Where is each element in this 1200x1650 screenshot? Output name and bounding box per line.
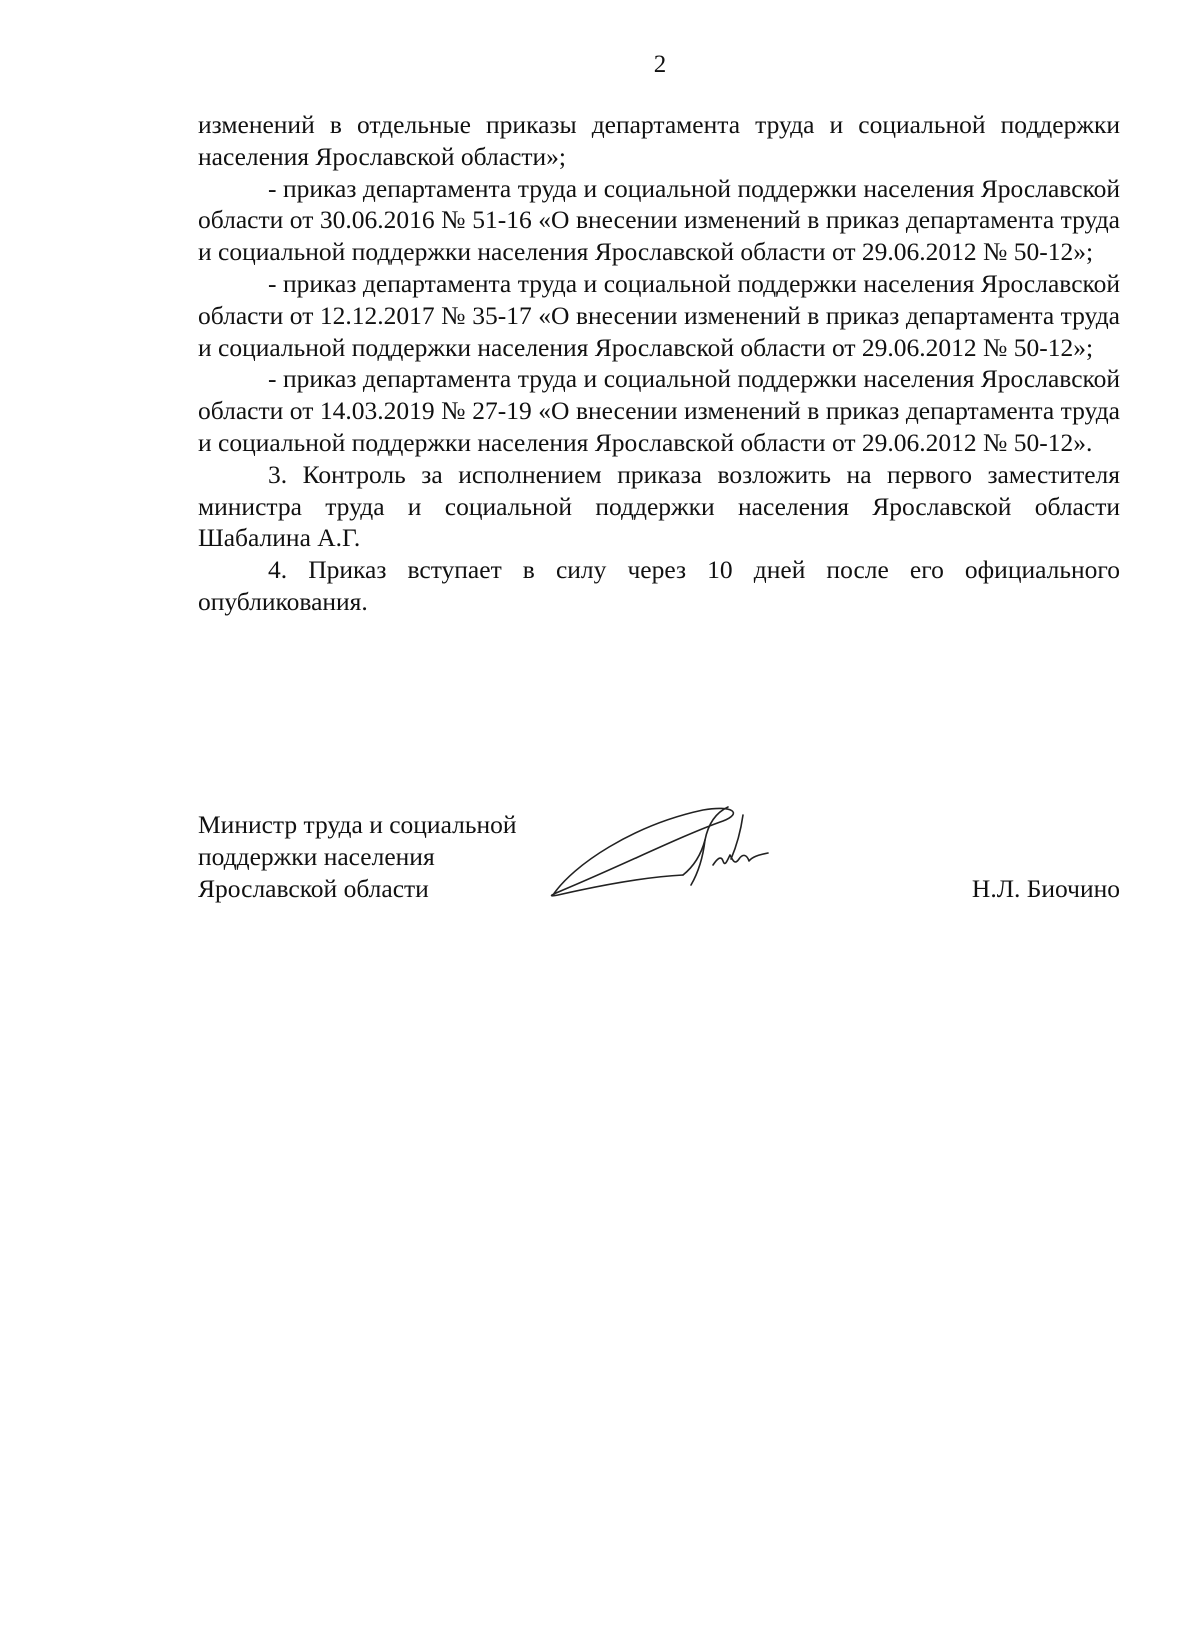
- paragraph-order-2017: - приказ департамента труда и социальной поддержки населения Ярославской области от 12.12.2017 № 35-17 «О внесении изменений в приказ департамента труда и социальной поддержки населения Ярославской области от 29.06.2012 № 50-12»;: [198, 268, 1120, 362]
- paragraph-order-2019: - приказ департамента труда и социальной поддержки населения Ярославской области от 14.03.2019 № 27-19 «О внесении изменений в приказ департамента труда и социальной поддержки населения Ярославской области от 29.06.2012 № 50-12».: [198, 364, 1120, 457]
- signatory-position-line: Министр труда и социальной: [198, 810, 517, 839]
- paragraph-order-2016: - приказ департамента труда и социальной поддержки населения Ярославской области от 30.06.2016 № 51-16 «О внесении изменений в приказ департамента труда и социальной поддержки населения Ярославской области от 29.06.2012 № 50-12»;: [198, 173, 1120, 267]
- signatory-name: Н.Л. Биочино: [971, 873, 1120, 903]
- paragraph-continuation: изменений в отдельные приказы департамента труда и социальной поддержки населения Ярославской области»;: [198, 110, 1120, 171]
- signatory-position-line: Ярославской области: [198, 873, 429, 903]
- paragraph-item-3: 3. Контроль за исполнением приказа возложить на первого заместителя министра труда и социальной поддержки населения Ярославской области Шабалина А.Г.: [198, 459, 1120, 553]
- page-number: 2: [653, 51, 667, 78]
- paragraph-item-4: 4. Приказ вступает в силу через 10 дней после его официального опубликования.: [198, 555, 1120, 616]
- document-body: [198, 109, 1120, 618]
- signature-block: [198, 809, 1120, 919]
- signatory-position-line: поддержки населения: [198, 841, 435, 871]
- signatory-position: [198, 809, 517, 904]
- handwritten-signature: [533, 795, 803, 915]
